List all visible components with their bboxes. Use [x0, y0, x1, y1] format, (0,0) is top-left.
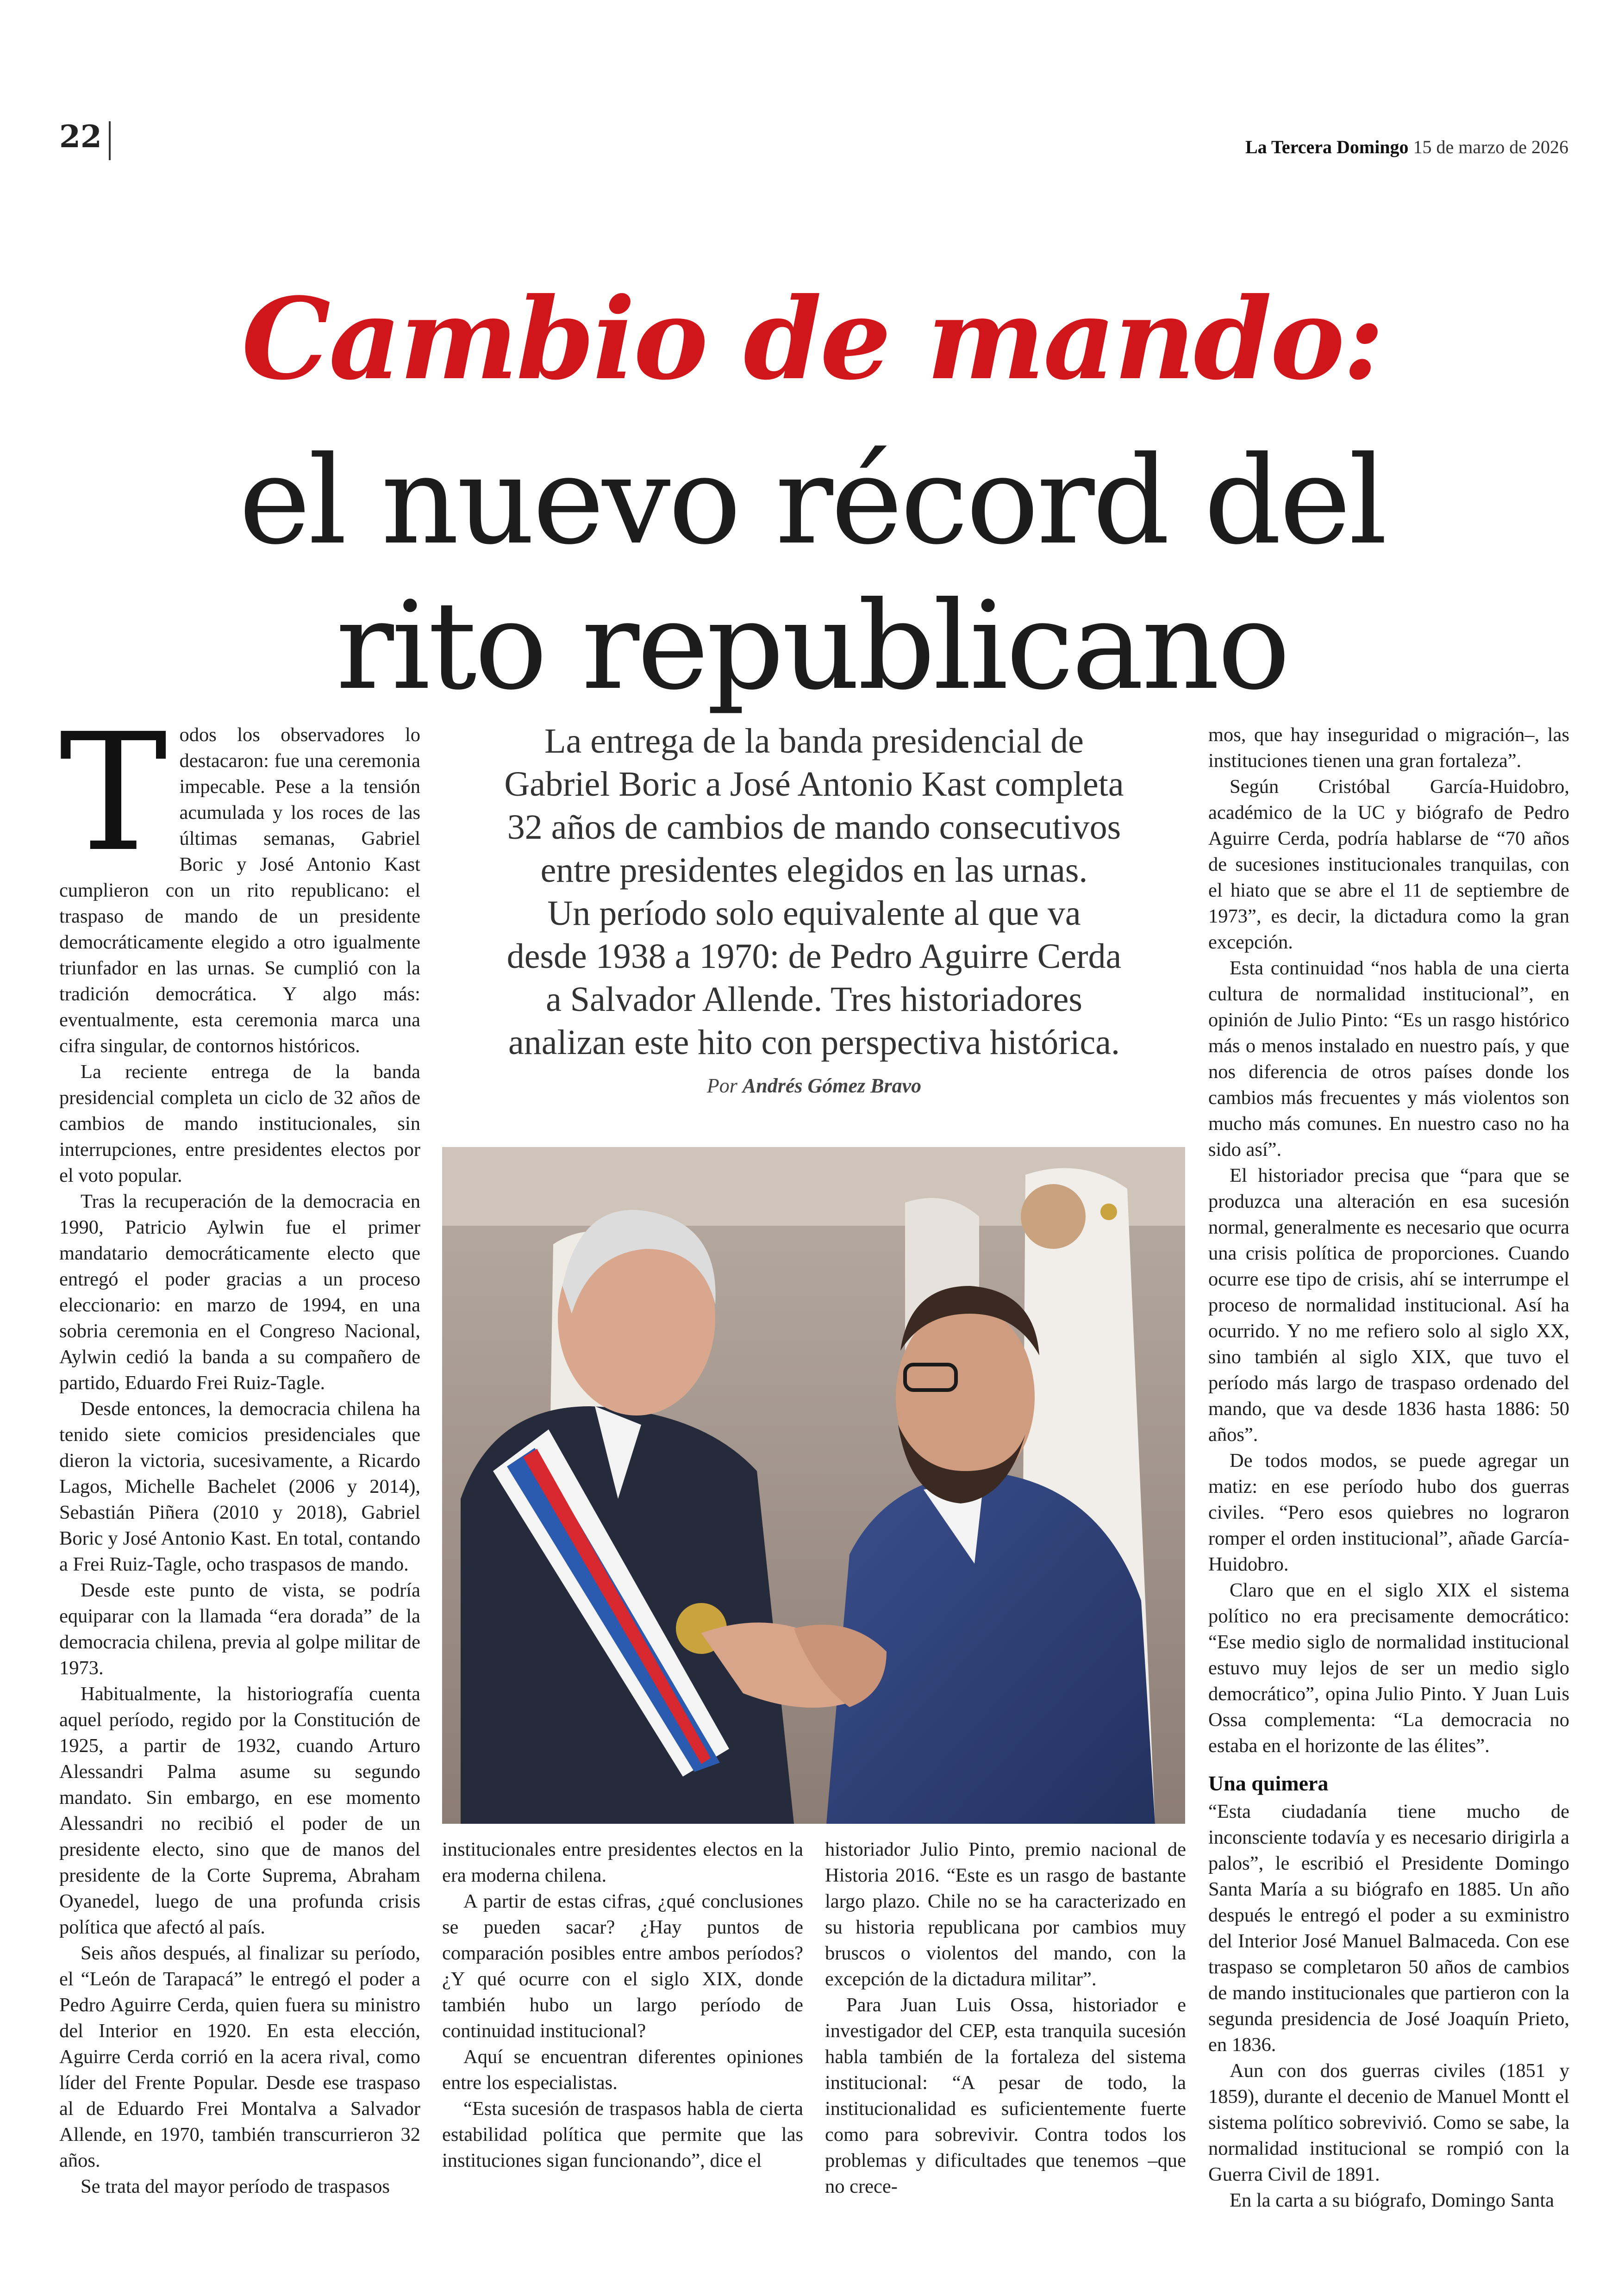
paragraph: Se trata del mayor período de traspasos — [81, 2176, 390, 2197]
paragraph: Para Juan Luis Ossa, historiador e investigador del CEP, esta tranquila sucesión habla también de la fortaleza del sistema institucional: “A pesar de todo, la institucionalidad es suficientemente fuerte como para sobrevivir. Contra todos los problemas y dificultades que tenemos –que no crece- — [825, 1994, 1186, 2197]
paragraph: institucionales entre presidentes electos en la era moderna chilena. — [442, 1839, 803, 1886]
paragraph: Aquí se encuentran diferentes opiniones entre los especialistas. — [442, 2046, 803, 2094]
headline-kicker: Cambio de mando: — [241, 274, 1383, 405]
paragraph: Claro que en el siglo XIX el sistema político no era precisamente democrático: “Ese medio siglo de normalidad institucional estuvo muy lejos de ser un medio siglo democrático”, opina Julio Pinto. Y Juan Luis Ossa complementa: “La democracia no estaba en el horizonte de las élites”. — [1208, 1579, 1569, 1757]
deck-line: 32 años de cambios de mando consecutivos — [507, 808, 1121, 847]
article-column-1 — [59, 698, 420, 2200]
article-deck — [442, 720, 1186, 1064]
header-divider — [109, 121, 111, 160]
article-column-2 — [442, 1837, 803, 2174]
section-subhead: Una quimera — [1208, 1771, 1329, 1795]
publication-name: La Tercera Domingo — [1245, 137, 1409, 157]
page-number: 22 — [59, 118, 102, 155]
paragraph: En la carta a su biógrafo, Domingo Santa — [1230, 2189, 1555, 2211]
paragraph: “Esta sucesión de traspasos habla de cierta estabilidad política que permite que las instituciones sigan funcionando”, dice el — [442, 2098, 803, 2171]
issue-date: 15 de marzo de 2026 — [1413, 137, 1568, 157]
paragraph: Tras la recuperación de la democracia en 1990, Patricio Aylwin fue el primer mandatario democráticamente electo que entregó el poder gracias a un proceso eleccionario: en marzo de 1994, en una sobria ceremonia en el Congreso Nacional, Aylwin cedió la banda a su compañero de partido, Eduardo Frei Ruiz-Tagle. — [59, 1191, 420, 1394]
byline-author: Andrés Gómez Bravo — [742, 1074, 922, 1097]
article-column-4 — [1208, 722, 1569, 2214]
paragraph: Esta continuidad “nos habla de una cierta cultura de normalidad institucional”, en opinión de Julio Pinto: “Es un rasgo histórico más o menos instalado en nuestro país, y que nos diferencia de otros países donde los cambios más frecuentes y más violentos son mucho más comunes. En nuestro caso no ha sido así”. — [1208, 957, 1569, 1160]
deck-line: analizan este hito con perspectiva histórica. — [508, 1023, 1120, 1062]
deck-line: Un período solo equivalente al que va — [547, 894, 1081, 933]
paragraph: De todos modos, se puede agregar un matiz: en ese período hubo dos guerras civiles. “Pero esos quiebres no lograron romper el orden institucional”, añade García-Huidobro. — [1208, 1450, 1569, 1575]
deck-line: Gabriel Boric a José Antonio Kast completa — [504, 765, 1124, 804]
article-column-3 — [825, 1837, 1186, 2200]
deck-line: entre presidentes elegidos en las urnas. — [540, 851, 1088, 890]
headline-line: el nuevo récord del — [238, 430, 1386, 571]
headline-line: rito republicano — [336, 575, 1288, 717]
article-photo — [442, 1147, 1185, 1824]
deck-line: a Salvador Allende. Tres historiadores — [546, 980, 1082, 1019]
paragraph: “Esta ciudadanía tiene mucho de inconsciente todavía y es necesario dirigirla a palos”, le escribió el Presidente Domingo Santa María a su biógrafo en 1885. Un año después le entregó el poder a su exministro del Interior José Manuel Balmaceda. Con ese traspaso se completaron 50 años de cambios de mando institucionales que partieron con la segunda presidencia de José Joaquín Prieto, en 1836. — [1208, 1801, 1569, 2056]
paragraph: Desde entonces, la democracia chilena ha tenido siete comicios presidenciales que dieron la victoria, sucesivamente, a Ricardo Lagos, Michelle Bachelet (2006 y 2014), Sebastián Piñera (2010 y 2018), Gabriel Boric y José Antonio Kast. En total, contando a Frei Ruiz-Tagle, ocho traspasos de mando. — [59, 1398, 420, 1575]
masthead — [1245, 138, 1568, 156]
deck-line: desde 1938 a 1970: de Pedro Aguirre Cerda — [506, 937, 1122, 976]
paragraph: Seis años después, al finalizar su período, el “León de Tarapacá” le entregó el poder a Pedro Aguirre Cerda, quien fuera su ministro del Interior en 1920. En esta elección, Aguirre Cerda corrió en la acera rival, como líder del Frente Popular. Desde ese traspaso al de Eduardo Frei Montalva a Salvador Allende, en 1970, también transcurrieron 32 años. — [59, 1942, 420, 2171]
paragraph: odos los observadores lo destacaron: fue una ceremonia impecable. Pese a la tensión acumulada y los roces de las últimas semanas, Gabriel Boric y José Antonio Kast cumplieron con un rito republicano: el traspaso de mando de un presidente democráticamente elegido a otro igualmente triunfador en las urnas. Se cumplió con la tradición democrática. Y algo más: eventualmente, esta ceremonia marca una cifra singular, de contornos históricos. — [59, 724, 420, 1057]
paragraph: mos, que hay inseguridad o migración–, las instituciones tienen una gran fortaleza”. — [1208, 724, 1569, 772]
headline — [0, 428, 1624, 719]
paragraph: Según Cristóbal García-Huidobro, académico de la UC y biógrafo de Pedro Aguirre Cerda, podría hablarse de “70 años de sucesiones institucionales tranquilas, con el hiato que se abre el 11 de septiembre de 1973”, es decir, la dictadura como la gran excepción. — [1208, 776, 1569, 953]
byline-prefix: Por — [706, 1074, 737, 1097]
byline — [442, 1076, 1186, 1096]
deck-line: La entrega de la banda presidencial de — [544, 722, 1084, 761]
paragraph: A partir de estas cifras, ¿qué conclusiones se pueden sacar? ¿Hay puntos de comparación posibles entre ambos períodos? ¿Y qué ocurre con el siglo XIX, donde también hubo un largo período de continuidad institucional? — [442, 1890, 803, 2042]
paragraph: Desde este punto de vista, se podría equiparar con la llamada “era dorada” de la democracia chilena, previa al golpe militar de 1973. — [59, 1579, 420, 1679]
paragraph: historiador Julio Pinto, premio nacional de Historia 2016. “Este es un rasgo de bastante largo plazo. Chile no se ha caracterizado en su historia republicana por cambios muy bruscos o violentos del mando, con la excepción de la dictadura militar”. — [825, 1839, 1186, 1990]
paragraph: Habitualmente, la historiografía cuenta aquel período, regido por la Constitución de 1925, a partir de 1932, cuando Arturo Alessandri Palma asume su segundo mandato. Sin embargo, en ese momento Alessandri no recibió el poder de un presidente electo, sino que de manos del presidente de la Corte Suprema, Abraham Oyanedel, luego de una profunda crisis política que afectó al país. — [59, 1683, 420, 1938]
paragraph: La reciente entrega de la banda presidencial completa un ciclo de 32 años de cambios de mando institucionales, sin interrupciones, entre presidentes electos por el voto popular. — [59, 1061, 420, 1186]
paragraph: El historiador precisa que “para que se produzca una alteración en esa sucesión normal, generalmente es necesario que ocurra una crisis política de proporciones. Cuando ocurre ese tipo de crisis, ahí se interrumpe el proceso de normalidad institucional. Así ha ocurrido. Y no me refiero solo al siglo XX, sino también al siglo XIX, que tuvo el período más largo de traspaso ordenado del mando, que va desde 1836 hasta 1886: 50 años”. — [1208, 1165, 1569, 1446]
drop-cap: T — [59, 698, 168, 887]
paragraph: Aun con dos guerras civiles (1851 y 1859), durante el decenio de Manuel Montt el sistema político sobrevivió. Como se sabe, la normalidad institucional se rompió con la Guerra Civil de 1891. — [1208, 2060, 1569, 2185]
